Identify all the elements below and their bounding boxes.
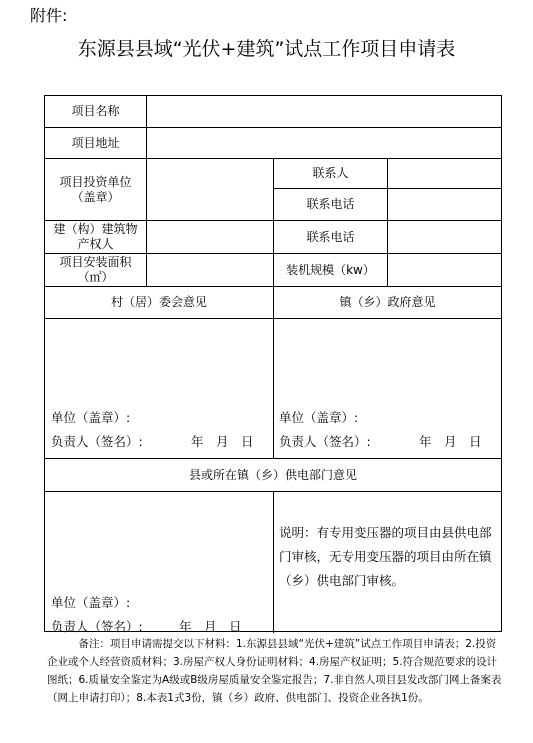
owner-phone-field[interactable] [388, 221, 501, 253]
install-area-label: 项目安装面积 （㎡） [59, 255, 132, 284]
attachment-label: 附件: [30, 6, 68, 25]
project-address-field[interactable] [147, 128, 501, 158]
town-date: 年 月 日 [419, 434, 482, 449]
owner-phone-label: 联系电话 [306, 229, 355, 244]
power-date: 年 月 日 [179, 619, 242, 634]
project-name-field[interactable] [147, 96, 501, 127]
town-unit-seal-label: 单位（盖章）: [279, 410, 359, 425]
village-unit-seal-label: 单位（盖章）: [51, 410, 131, 425]
install-area-field[interactable] [147, 254, 273, 286]
capacity-field[interactable] [388, 254, 501, 286]
town-responsible-label: 负责人（签名）: [279, 434, 371, 449]
power-unit-seal-label: 单位（盖章）: [51, 595, 131, 610]
power-note: 说明：有专用变压器的项目由县供电部门审核，无专用变压器的项目由所在镇（乡）供电部门审核。 [279, 525, 492, 588]
project-name-label: 项目名称 [71, 104, 120, 118]
contact-phone-label: 联系电话 [306, 197, 355, 211]
village-responsible-label: 负责人（签名）: [51, 434, 143, 449]
town-opinion-header: 镇（乡）政府意见 [339, 295, 436, 309]
building-owner-label: 建（构）建筑物 产权人 [53, 222, 138, 251]
investor-unit-label: 项目投资单位 （盖章） [59, 174, 132, 204]
contact-person-field[interactable] [388, 159, 501, 188]
building-owner-field[interactable] [147, 221, 273, 253]
power-opinion-header: 县或所在镇（乡）供电部门意见 [188, 467, 357, 482]
contact-phone-field[interactable] [388, 189, 501, 220]
village-opinion-header: 村（居）委会意见 [110, 295, 207, 309]
power-responsible-label: 负责人（签名）: [51, 619, 143, 634]
project-address-label: 项目地址 [71, 135, 120, 150]
capacity-label: 装机规模（kw） [286, 262, 375, 277]
remark-footer: 备注：项目申请需提交以下材料：1.东源县县域“光伏+建筑”试点工作项目申请表；2.投资企业或个人经营资质材料；3.房屋产权人身份证明材料；4.房屋产权证明；5.符合规范要求的设计图纸；6.质量安全鉴定为A级或B级房屋质量安全鉴定报告；7.非自然人项目县发改部门网上备案表（网上申请打印）；8.本表1式3份，镇（乡）政府、供电部门、投资企业各执1份。 [47, 638, 502, 704]
contact-person-label: 联系人 [312, 166, 349, 180]
page-title: 东源县县域“光伏+建筑”试点工作项目申请表 [77, 38, 456, 60]
investor-unit-field[interactable] [147, 159, 273, 220]
application-form [44, 95, 502, 632]
village-date: 年 月 日 [191, 434, 254, 449]
